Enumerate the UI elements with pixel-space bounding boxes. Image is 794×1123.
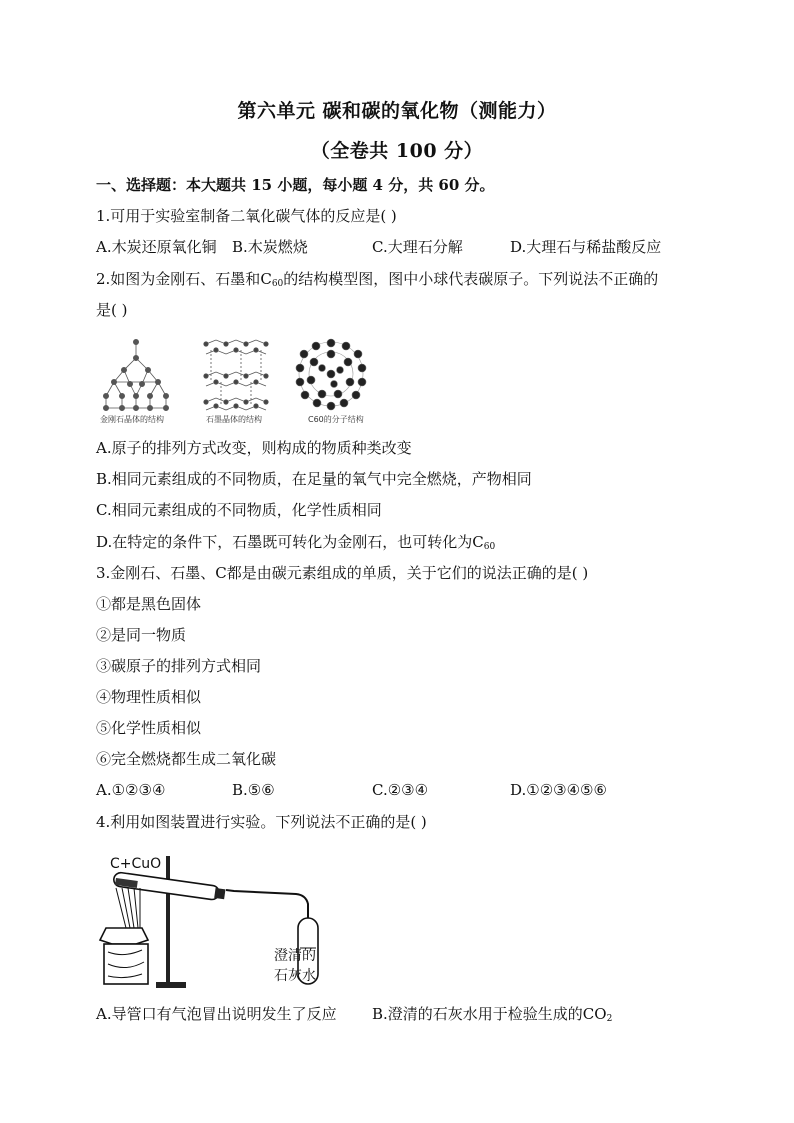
question-3-option-d: D.①②③④⑤⑥ bbox=[510, 781, 607, 799]
page-title: 第六单元 碳和碳的氧化物（测能力） bbox=[237, 100, 557, 122]
graphite-caption: 石墨晶体的结构 bbox=[206, 415, 262, 424]
question-3-item-2: ②是同一物质 bbox=[96, 626, 187, 644]
question-2-stem-line2: 是( ) bbox=[96, 301, 128, 319]
carbon-allotropes-figure bbox=[96, 330, 396, 428]
question-4-option-b-text: B.澄清的石灰水用于检验生成的 bbox=[372, 1005, 583, 1023]
c60-symbol: C bbox=[260, 270, 272, 288]
iron-stand-base bbox=[156, 982, 186, 988]
c60-subscript-d: 60 bbox=[483, 542, 496, 552]
flame-icon bbox=[116, 888, 140, 928]
limewater-label-1: 澄清的 bbox=[274, 948, 316, 964]
question-2-option-d bbox=[96, 531, 495, 558]
question-2-option-c: C.相同元素组成的不同物质，化学性质相同 bbox=[96, 501, 382, 519]
question-1-stem: 1.可用于实验室制备二氧化碳气体的反应是( ) bbox=[96, 207, 397, 225]
co2-symbol: CO bbox=[582, 1005, 607, 1023]
alcohol-lamp bbox=[100, 928, 148, 944]
iron-stand-rod bbox=[166, 856, 170, 984]
diamond-caption: 金刚石晶体的结构 bbox=[100, 415, 164, 424]
question-2-stem-post: 的结构模型图，图中小球代表碳原子。下列说法不正确的 bbox=[283, 270, 659, 288]
c60-symbol-d: C bbox=[472, 533, 484, 551]
graphite-structure-image bbox=[204, 340, 268, 410]
question-2-stem bbox=[96, 268, 658, 295]
c60-structure-image bbox=[296, 339, 366, 410]
question-3-item-4: ④物理性质相似 bbox=[96, 688, 202, 706]
question-3-stem: 3.金刚石、石墨、C都是由碳元素组成的单质，关于它们的说法正确的是( ) bbox=[96, 564, 589, 582]
question-4-option-a: A.导管口有气泡冒出说明发生了反应 bbox=[96, 1005, 337, 1023]
limewater-label-2: 石灰水 bbox=[274, 968, 316, 984]
question-3-option-c: C.②③④ bbox=[372, 781, 429, 799]
question-2-stem-pre: 2.如图为金刚石、石墨和 bbox=[96, 270, 261, 288]
question-1-option-c: C.大理石分解 bbox=[372, 238, 463, 256]
question-3-option-a: A.①②③④ bbox=[96, 781, 166, 799]
question-4-option-b bbox=[372, 1003, 612, 1030]
question-2-option-b: B.相同元素组成的不同物质，在足量的氧气中完全燃烧，产物相同 bbox=[96, 470, 532, 488]
question-3-item-6: ⑥完全燃烧都生成二氧化碳 bbox=[96, 750, 277, 768]
reactant-label: C+CuO bbox=[110, 856, 162, 872]
section-heading: 一、选择题：本大题共 15 小题，每小题 4 分，共 60 分。 bbox=[96, 176, 495, 194]
question-4-stem: 4.利用如图装置进行实验。下列说法不正确的是( ) bbox=[96, 813, 427, 831]
c60-caption: C60的分子结构 bbox=[308, 415, 364, 424]
question-3-item-3: ③碳原子的排列方式相同 bbox=[96, 657, 262, 675]
question-2-option-d-text: D.在特定的条件下，石墨既可转化为金刚石，也可转化为 bbox=[96, 533, 473, 551]
question-3-item-5: ⑤化学性质相似 bbox=[96, 719, 202, 737]
diamond-structure-image bbox=[103, 339, 168, 410]
apparatus-diagram bbox=[96, 848, 346, 996]
question-3-item-1: ①都是黑色固体 bbox=[96, 595, 202, 613]
question-1-option-b: B.木炭燃烧 bbox=[232, 238, 308, 256]
c60-subscript: 60 bbox=[271, 279, 284, 289]
page-subtitle: （全卷共 100 分） bbox=[310, 140, 484, 162]
question-3-option-b: B.⑤⑥ bbox=[232, 781, 275, 799]
question-1-option-a: A.木炭还原氧化铜 bbox=[96, 238, 217, 256]
question-1-option-d: D.大理石与稀盐酸反应 bbox=[510, 238, 662, 256]
co2-subscript: 2 bbox=[606, 1014, 613, 1024]
question-2-option-a: A.原子的排列方式改变，则构成的物质种类改变 bbox=[96, 439, 412, 457]
